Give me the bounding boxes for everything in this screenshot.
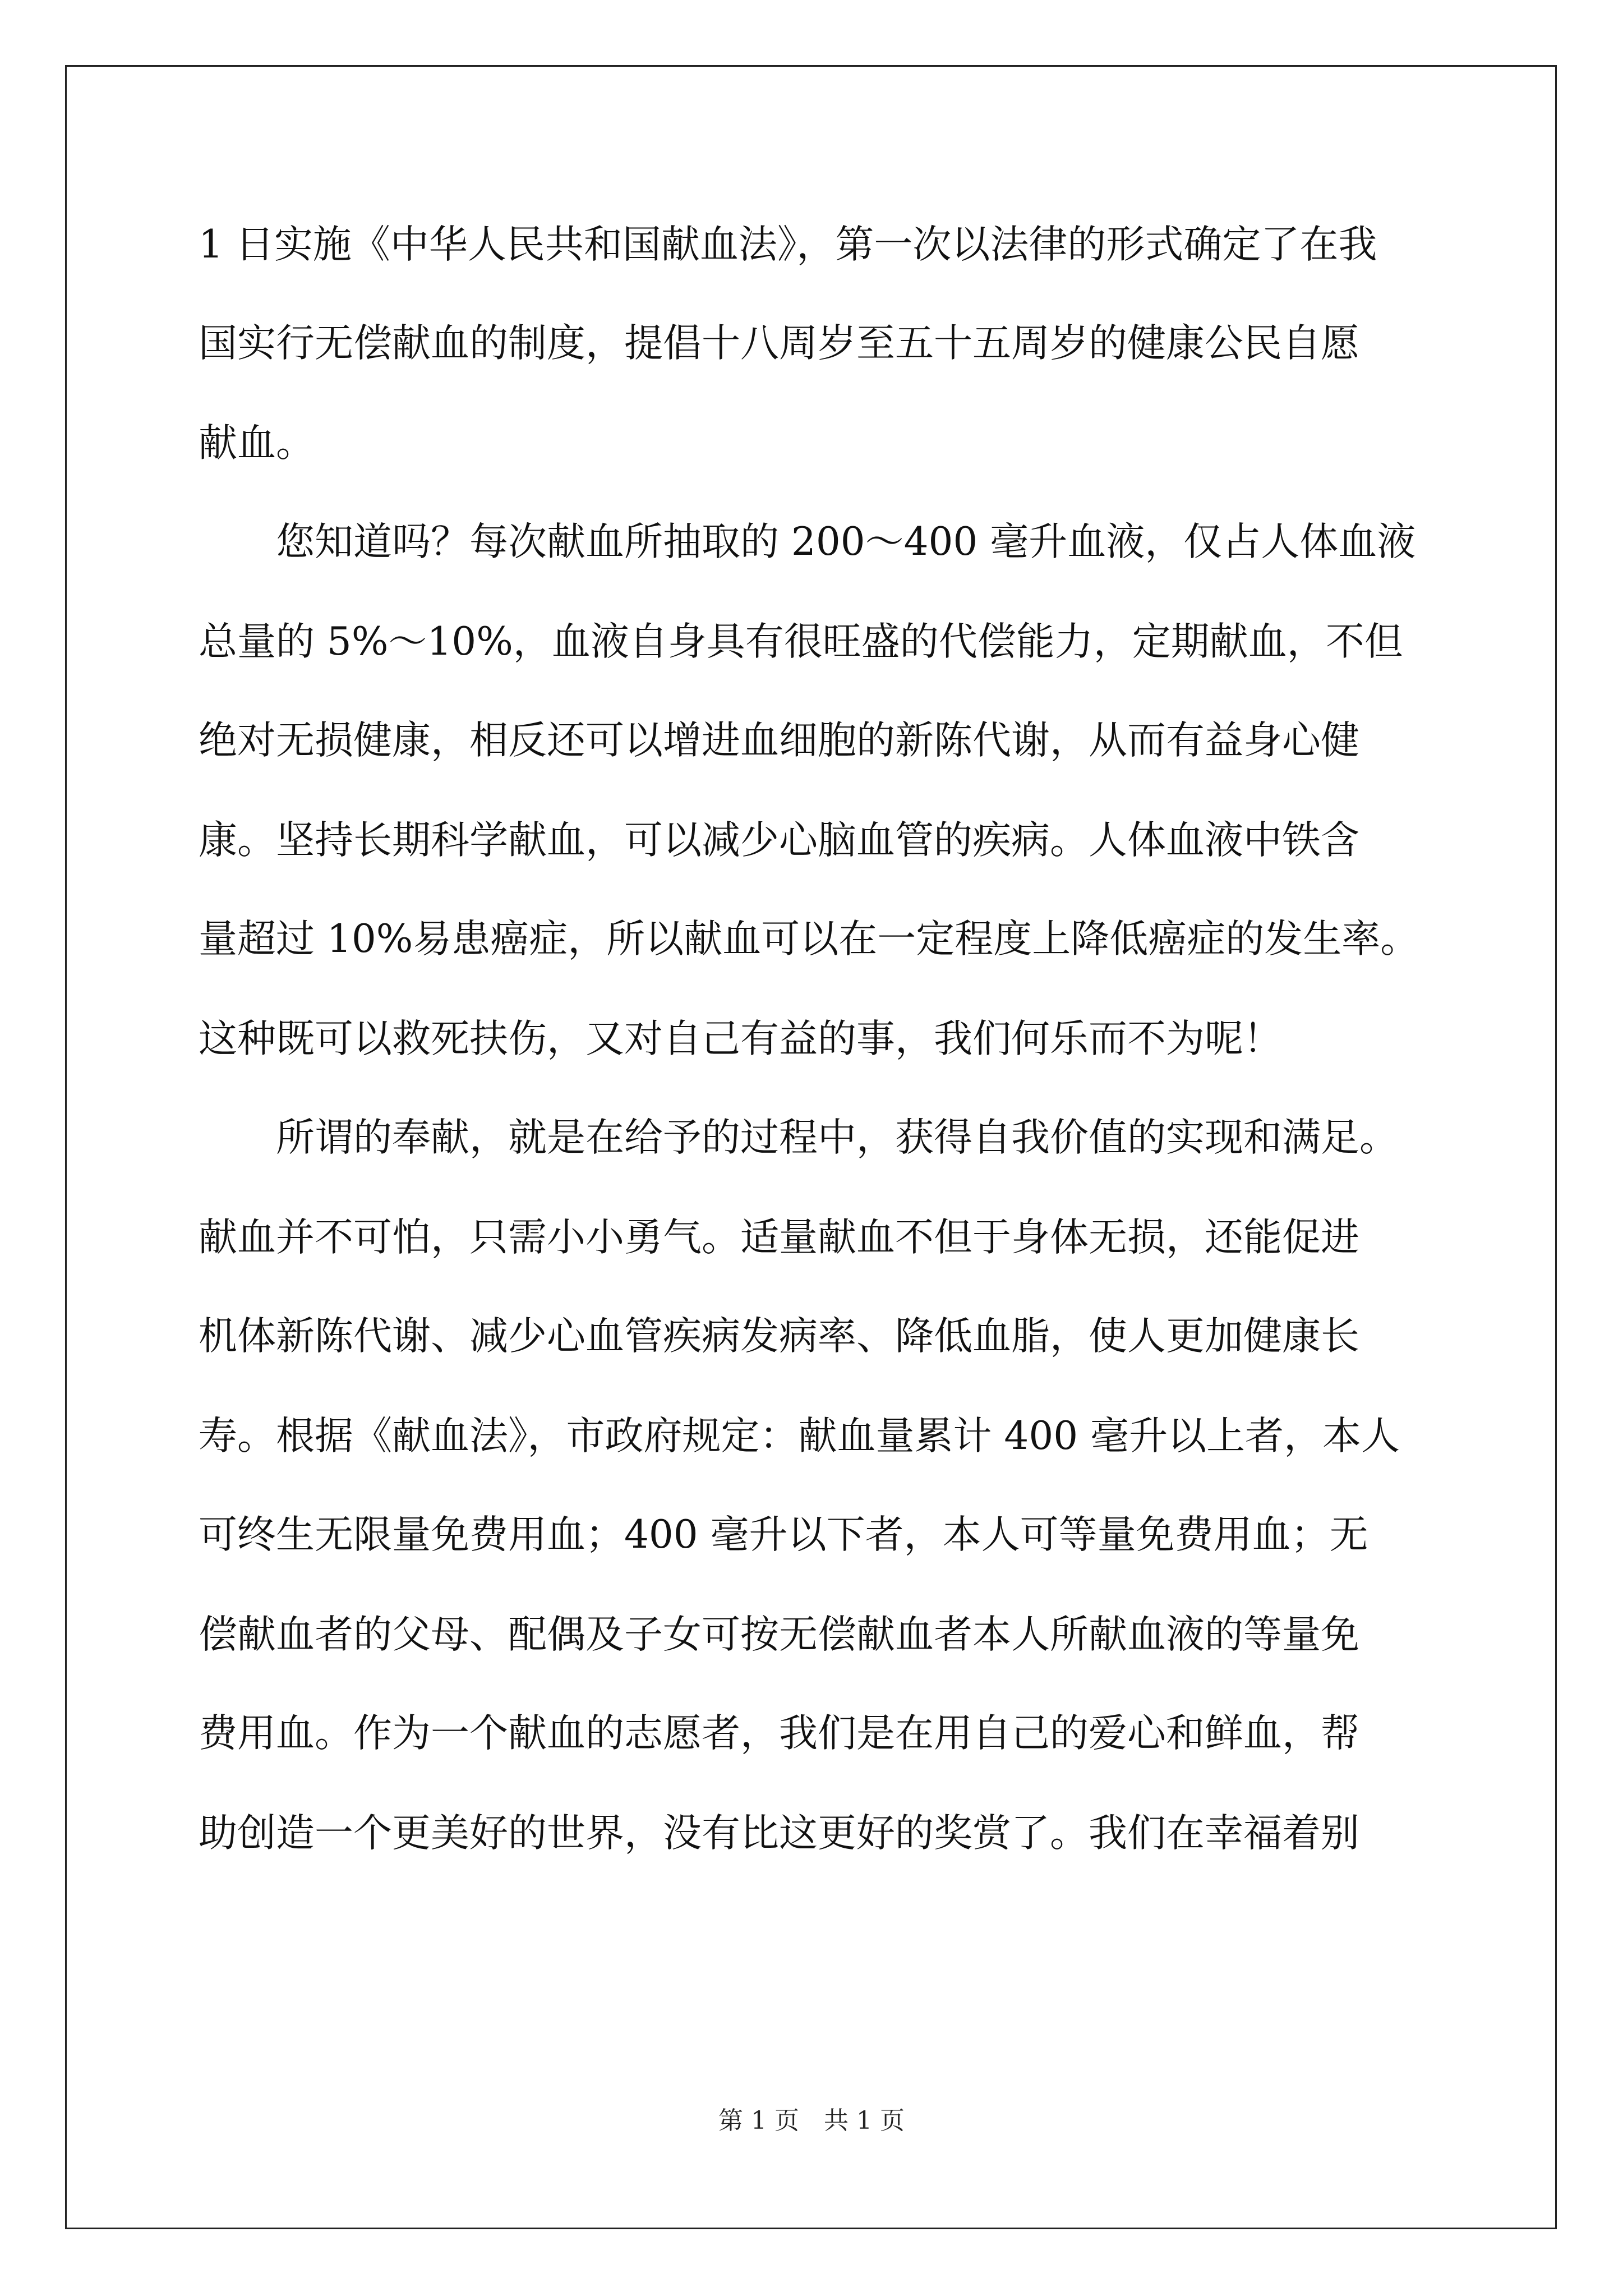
text-line: 量超过 10%易患癌症，所以献血可以在一定程度上降低癌症的发生率。 [199,917,1419,961]
text-line: 这种既可以救死扶伤，又对自己有益的事，我们何乐而不为呢！ [199,1016,1282,1061]
text-line: 费用血。作为一个献血的志愿者，我们是在用自己的爱心和鲜血，帮 [199,1711,1359,1756]
text-line: 献血并不可怕，只需小小勇气。适量献血不但于身体无损，还能促进 [199,1215,1359,1260]
text-line: 偿献血者的父母、配偶及子女可按无偿献血者本人所献血液的等量免 [199,1612,1359,1657]
text-line: 国实行无偿献血的制度，提倡十八周岁至五十五周岁的健康公民自愿 [199,321,1359,366]
text-line: 助创造一个更美好的世界，没有比这更好的奖赏了。我们在幸福着别 [199,1811,1359,1856]
page-number-footer: 第 1 页 共 1 页 [718,2106,905,2135]
text-line: 您知道吗？每次献血所抽取的 200～400 毫升血液，仅占人体血液 [276,519,1416,564]
text-line: 可终生无限量免费用血；400 毫升以下者，本人可等量免费用血；无 [199,1512,1368,1557]
text-line: 寿。根据《献血法》，市政府规定：献血量累计 400 毫升以上者，本人 [199,1414,1400,1458]
text-line: 机体新陈代谢、减少心血管疾病发病率、降低血脂，使人更加健康长 [199,1314,1359,1359]
text-line: 1 日实施《中华人民共和国献血法》，第一次以法律的形式确定了在我 [199,222,1377,267]
text-line: 总量的 5%～10%，血液自身具有很旺盛的代偿能力，定期献血，不但 [199,619,1403,664]
text-line: 献血。 [199,421,315,466]
text-line: 所谓的奉献，就是在给予的过程中，获得自我价值的实现和满足。 [276,1115,1398,1160]
text-line: 康。坚持长期科学献血，可以减少心脑血管的疾病。人体血液中铁含 [199,818,1359,863]
text-line: 绝对无损健康，相反还可以增进血细胞的新陈代谢，从而有益身心健 [199,718,1359,763]
